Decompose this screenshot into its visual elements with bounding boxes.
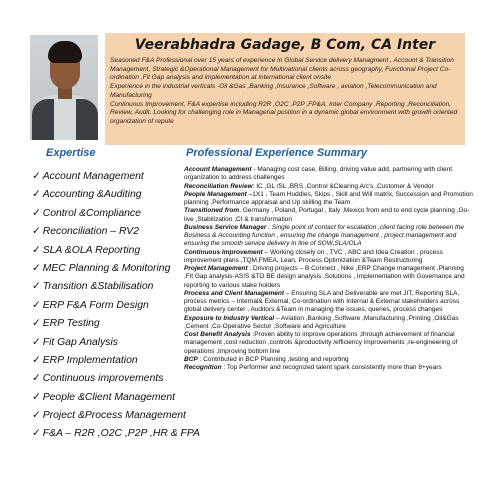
list-item: ✓ ERP F&A Form Design bbox=[32, 299, 149, 311]
checkmark-icon: ✓ bbox=[32, 336, 41, 348]
entry-text: : Single point of contact for escalation ,client facing role between the Business & Accounting function , ensuring the change management , project management and ensuring the smooth service delivery in line of SOW,SLA/OLA bbox=[184, 223, 465, 248]
list-item: ✓ ERP Implementation bbox=[32, 354, 138, 366]
list-item: ✓ Continuous improvements bbox=[32, 373, 164, 385]
checkmark-icon: ✓ bbox=[32, 226, 41, 238]
list-item: ✓ Control &Compliance bbox=[32, 207, 141, 219]
experience-entry bbox=[184, 356, 474, 364]
entry-label: Business Service Manager bbox=[184, 223, 267, 231]
checkmark-icon: ✓ bbox=[32, 318, 41, 330]
experience-entry bbox=[184, 331, 474, 356]
entry-label: Transitioned from bbox=[184, 207, 240, 215]
entry-text: – Aviation ,Banking ,Software ,Manufacturing ,Printing ,Oil&Gas ,Cement ,Co-Operative Sector ,Software and Agriculture bbox=[184, 314, 459, 330]
entry-label: Reconciliation Review bbox=[184, 182, 253, 190]
professional-experience-list bbox=[184, 166, 474, 372]
entry-text: : IC ,GL /SL ,BRS ,Control &Clearing A/c's ,Customer & Vendor bbox=[252, 182, 434, 190]
experience-entry bbox=[184, 315, 474, 332]
entry-label: Recognition bbox=[184, 364, 222, 371]
candidate-name: Veerabhadra Gadage, B Com, CA Inter bbox=[134, 37, 436, 53]
list-item: ✓ MEC Planning & Monitoring bbox=[32, 262, 171, 274]
entry-text: : Contributed in BCP Planning ,testing and reporting bbox=[197, 355, 349, 363]
experience-entry bbox=[184, 183, 474, 191]
experience-entry bbox=[184, 166, 474, 183]
entry-text: , Germany , Poland, Portugal , Italy ,Mexico from end to end cycle planning ,Go-live ,Stabilization ,CI & transformation bbox=[184, 207, 470, 223]
entry-label: Cost Benefit Analysis bbox=[184, 331, 251, 338]
entry-label: Exposure to Industry Vertical bbox=[184, 314, 275, 322]
summary-paragraph: Seasoned F&A Professional over 15 years of experience in Global Service delivery Managment , Account & Transition Management, Strategic &Operational Management for Multinational clients across geography, Functional Project Co-ordination ,Fit Gap analysis and implementation at international client onsite bbox=[110, 57, 454, 82]
profile-header bbox=[105, 33, 465, 145]
list-item: ✓ Project &Process Management bbox=[32, 410, 186, 422]
checkmark-icon: ✓ bbox=[32, 391, 41, 403]
professional-summary-heading: Professional Experience Summary bbox=[186, 147, 367, 159]
experience-entry bbox=[184, 364, 474, 372]
checkmark-icon: ✓ bbox=[32, 281, 41, 293]
experience-entry bbox=[184, 224, 474, 249]
entry-text: - Managing cost case, Billing, driving value add, partnering with client organization to address challenges bbox=[184, 166, 453, 182]
experience-entry bbox=[184, 265, 474, 290]
entry-text: : Driving projects – B Connect , Nike ,ERP Change management ,Planning ,Fit Gap analysis-AS!S &TO BE design analysis ,Solutions , Implementation with Governance and reporting to various stake holders bbox=[184, 265, 465, 289]
list-item: ✓ SLA &OLA Reporting bbox=[32, 244, 141, 256]
entry-label: Project Management bbox=[184, 265, 248, 272]
entry-text: :Proven ability to improve operations ,through achievement of financial management ,cost reduction ,controls &productivity /efficiency improvements ,re-engineering of operations ,Improving bottom line bbox=[184, 331, 458, 355]
entry-label: Continuous Improvement bbox=[184, 248, 263, 256]
summary-paragraph: Continuous Improvement, F&A expertise including R2R ,O2C ,P2P ,FP&A, Inter Company ,Reporting ,Reconciliation, Review, Audit. Looking for challenging role in Managerial position in a dynamic global environment with growth oriented organization of repute bbox=[110, 100, 458, 125]
experience-entry bbox=[184, 207, 474, 224]
list-item: ✓ Fit Gap Analysis bbox=[32, 336, 118, 348]
checkmark-icon: ✓ bbox=[32, 428, 41, 440]
profile-photo bbox=[30, 35, 98, 140]
list-item: ✓ Transition &Stabilisation bbox=[32, 281, 154, 293]
checkmark-icon: ✓ bbox=[32, 373, 41, 385]
list-item: ✓ Reconciliation – RV2 bbox=[32, 226, 139, 238]
entry-label: People Management bbox=[184, 190, 247, 198]
summary-paragraph: Experience in the industrial verticals -Oil &Gas ,Banking ,Insurance ,Software , aviation ,Telecommunication and Manufacturing bbox=[110, 83, 437, 99]
checkmark-icon: ✓ bbox=[32, 354, 41, 366]
experience-entry bbox=[184, 249, 474, 266]
checkmark-icon: ✓ bbox=[32, 299, 41, 311]
experience-entry bbox=[184, 191, 474, 208]
list-item: ✓ Accounting &Auditing bbox=[32, 189, 142, 201]
entry-text: : Top Performer and recognized talent spark consistently more than 8+years bbox=[221, 364, 442, 371]
checkmark-icon: ✓ bbox=[32, 410, 41, 422]
checkmark-icon: ✓ bbox=[32, 189, 41, 201]
checkmark-icon: ✓ bbox=[32, 207, 41, 219]
entry-label: BCP bbox=[184, 355, 198, 363]
checkmark-icon: ✓ bbox=[32, 244, 41, 256]
entry-text: –1X1 , Team Huddles, Skips , Skill and Will matrix, Succession and Promotion planning ,Performance appraisal and Up skilling the Team bbox=[184, 190, 473, 206]
entry-text: – Ensuring SLA and Deliverable are met JIT, Reporting SLA, process metrics – Internal& External, Co-ordination with Internal & External stakeholders across global delivery center , Auditors &Team in managing the issues, queries, process changes bbox=[184, 289, 460, 314]
entry-text: – Working closely on , TVC , ABC and Idea Creation , process improvement plans ,TQM,FMEA, Lean, Process Optimization &Team Restructuring bbox=[184, 248, 443, 264]
list-item: ✓ Account Management bbox=[32, 171, 144, 182]
checkmark-icon: ✓ bbox=[32, 262, 41, 274]
checkmark-icon: ✓ bbox=[32, 171, 41, 182]
list-item: ✓ F&A – R2R ,O2C ,P2P ,HR & FPA bbox=[32, 428, 200, 440]
list-item: ✓ People &Client Management bbox=[32, 391, 175, 403]
entry-label: Process and Client Management bbox=[184, 289, 285, 297]
list-item: ✓ ERP Testing bbox=[32, 318, 100, 330]
profile-summary bbox=[110, 57, 461, 127]
expertise-heading: Expertise bbox=[46, 147, 96, 159]
entry-label: Account Management bbox=[184, 166, 252, 173]
experience-entry bbox=[184, 290, 474, 315]
